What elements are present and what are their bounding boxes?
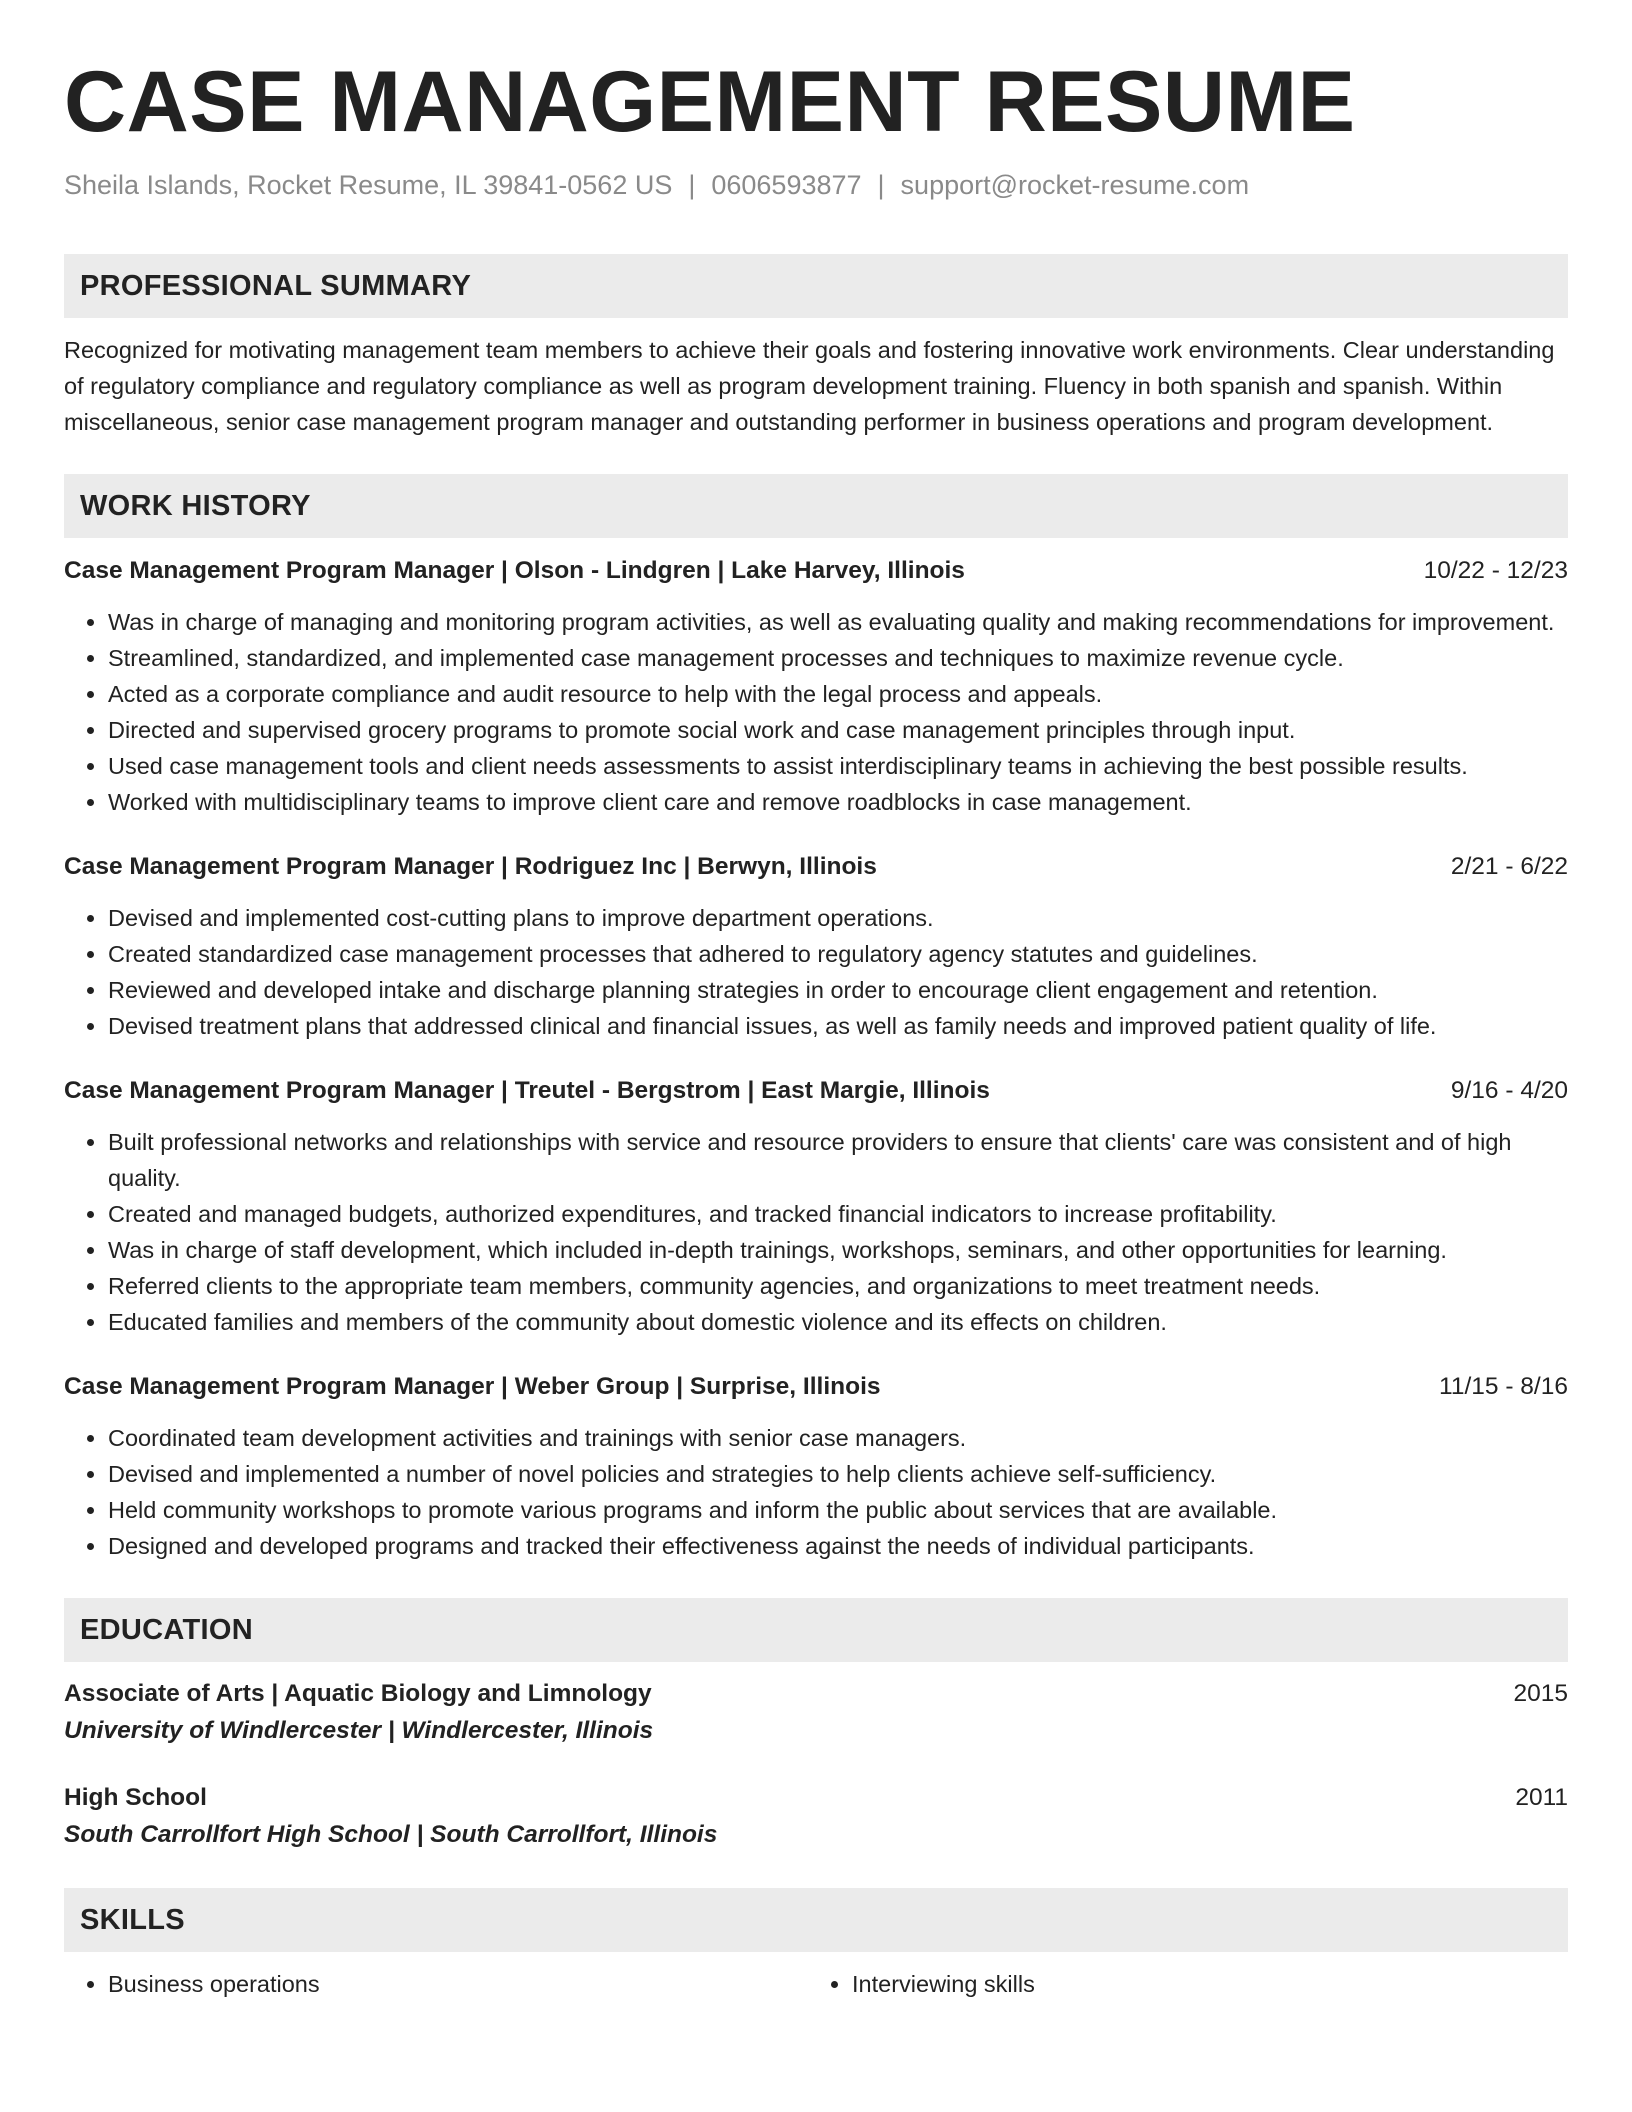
- education-header: [64, 1676, 1568, 1712]
- job-bullet: • Created and managed budgets, authorized expenditures, and tracked financial indicators to increase profitability.: [108, 1196, 1568, 1232]
- resume-title: CASE MANAGEMENT RESUME: [64, 54, 1356, 150]
- summary-text: Recognized for motivating management team members to achieve their goals and fostering innovative work environments. Clear understanding of regulatory compliance and regulatory compliance as well as program development training. Fluency in both spanish and spanish. Within miscellaneous, senior case management program manager and outstanding performer in business operations and program development.: [64, 337, 1555, 435]
- job-bullet: • Streamlined, standardized, and implemented case management processes and techniques to maximize revenue cycle.: [108, 640, 1568, 676]
- job-bullets: [64, 1420, 1568, 1564]
- job-entry: [64, 1074, 1568, 1340]
- skills-column-right: [808, 1966, 1552, 2002]
- education-entry: [64, 1676, 1568, 1750]
- job-header: [64, 554, 1568, 588]
- job-header: [64, 1074, 1568, 1108]
- education-header: [64, 1780, 1568, 1816]
- education-year: 2015: [1513, 1680, 1568, 1707]
- job-bullet: • Designed and developed programs and tracked their effectiveness against the needs of individual participants.: [108, 1528, 1568, 1564]
- education-degree: Associate of Arts | Aquatic Biology and Limnology: [64, 1680, 652, 1707]
- job-dates: 2/21 - 6/22: [1450, 853, 1568, 880]
- job-bullet: • Reviewed and developed intake and discharge planning strategies in order to encourage client engagement and retention.: [108, 972, 1568, 1008]
- job-bullet: • Held community workshops to promote various programs and inform the public about services that are available.: [108, 1492, 1568, 1528]
- job-bullets: [64, 1124, 1568, 1340]
- job-bullet: • Devised and implemented cost-cutting plans to improve department operations.: [108, 900, 1568, 936]
- job-entry: [64, 850, 1568, 1044]
- job-bullet: • Was in charge of managing and monitoring program activities, as well as evaluating quality and making recommendations for improvement.: [108, 604, 1568, 640]
- job-title: Case Management Program Manager | Rodriguez Inc | Berwyn, Illinois: [64, 853, 877, 880]
- section-heading-summary: PROFESSIONAL SUMMARY: [64, 254, 1568, 318]
- job-bullet: • Devised and implemented a number of novel policies and strategies to help clients achieve self-sufficiency.: [108, 1456, 1568, 1492]
- job-bullets: [64, 900, 1568, 1044]
- contact-email: support@rocket-resume.com: [900, 170, 1250, 200]
- job-bullet: • Devised treatment plans that addressed clinical and financial issues, as well as family needs and improved patient quality of life.: [108, 1008, 1568, 1044]
- job-bullet: • Coordinated team development activities and trainings with senior case managers.: [108, 1420, 1568, 1456]
- contact-address: Sheila Islands, Rocket Resume, IL 39841-0562 US: [64, 170, 673, 200]
- section-heading-education: EDUCATION: [64, 1598, 1568, 1662]
- job-title: Case Management Program Manager | Olson - Lindgren | Lake Harvey, Illinois: [64, 557, 965, 584]
- job-bullet: • Worked with multidisciplinary teams to improve client care and remove roadblocks in case management.: [108, 784, 1568, 820]
- education-entry: [64, 1780, 1568, 1854]
- section-heading-work-history: WORK HISTORY: [64, 474, 1568, 538]
- job-bullet: • Educated families and members of the community about domestic violence and its effects on children.: [108, 1304, 1568, 1340]
- education-year: 2011: [1515, 1784, 1568, 1811]
- job-header: [64, 850, 1568, 884]
- skills-list: [64, 1966, 1568, 2002]
- job-bullets: [64, 604, 1568, 820]
- job-header: [64, 1370, 1568, 1404]
- skills-column-left: [64, 1966, 808, 2002]
- job-dates: 11/15 - 8/16: [1439, 1373, 1568, 1400]
- education-school: University of Windlercester | Windlercester, Illinois: [64, 1717, 654, 1744]
- job-bullet: • Was in charge of staff development, which included in-depth trainings, workshops, seminars, and other opportunities for learning.: [108, 1232, 1568, 1268]
- job-dates: 10/22 - 12/23: [1423, 557, 1568, 584]
- skill-item: • Interviewing skills: [852, 1966, 1552, 2002]
- job-dates: 9/16 - 4/20: [1450, 1077, 1568, 1104]
- job-bullet: • Acted as a corporate compliance and audit resource to help with the legal process and appeals.: [108, 676, 1568, 712]
- section-heading-skills: SKILLS: [64, 1888, 1568, 1952]
- job-bullet: • Referred clients to the appropriate team members, community agencies, and organizations to meet treatment needs.: [108, 1268, 1568, 1304]
- job-bullet: • Directed and supervised grocery programs to promote social work and case management principles through input.: [108, 712, 1568, 748]
- education-school: South Carrollfort High School | South Carrollfort, Illinois: [64, 1821, 718, 1848]
- job-bullet: • Built professional networks and relationships with service and resource providers to ensure that clients' care was consistent and of high quality.: [108, 1124, 1568, 1196]
- job-bullet: • Created standardized case management processes that adhered to regulatory agency statutes and guidelines.: [108, 936, 1568, 972]
- job-title: Case Management Program Manager | Treutel - Bergstrom | East Margie, Illinois: [64, 1077, 990, 1104]
- job-entry: [64, 1370, 1568, 1564]
- contact-separator: |: [688, 170, 696, 200]
- contact-phone: 0606593877: [711, 170, 862, 200]
- job-bullet: • Used case management tools and client needs assessments to assist interdisciplinary teams in achieving the best possible results.: [108, 748, 1568, 784]
- education-degree: High School: [64, 1784, 207, 1811]
- job-entry: [64, 554, 1568, 820]
- skill-item: • Business operations: [108, 1966, 808, 2002]
- job-title: Case Management Program Manager | Weber Group | Surprise, Illinois: [64, 1373, 881, 1400]
- contact-line: [64, 168, 1568, 202]
- contact-separator: |: [877, 170, 885, 200]
